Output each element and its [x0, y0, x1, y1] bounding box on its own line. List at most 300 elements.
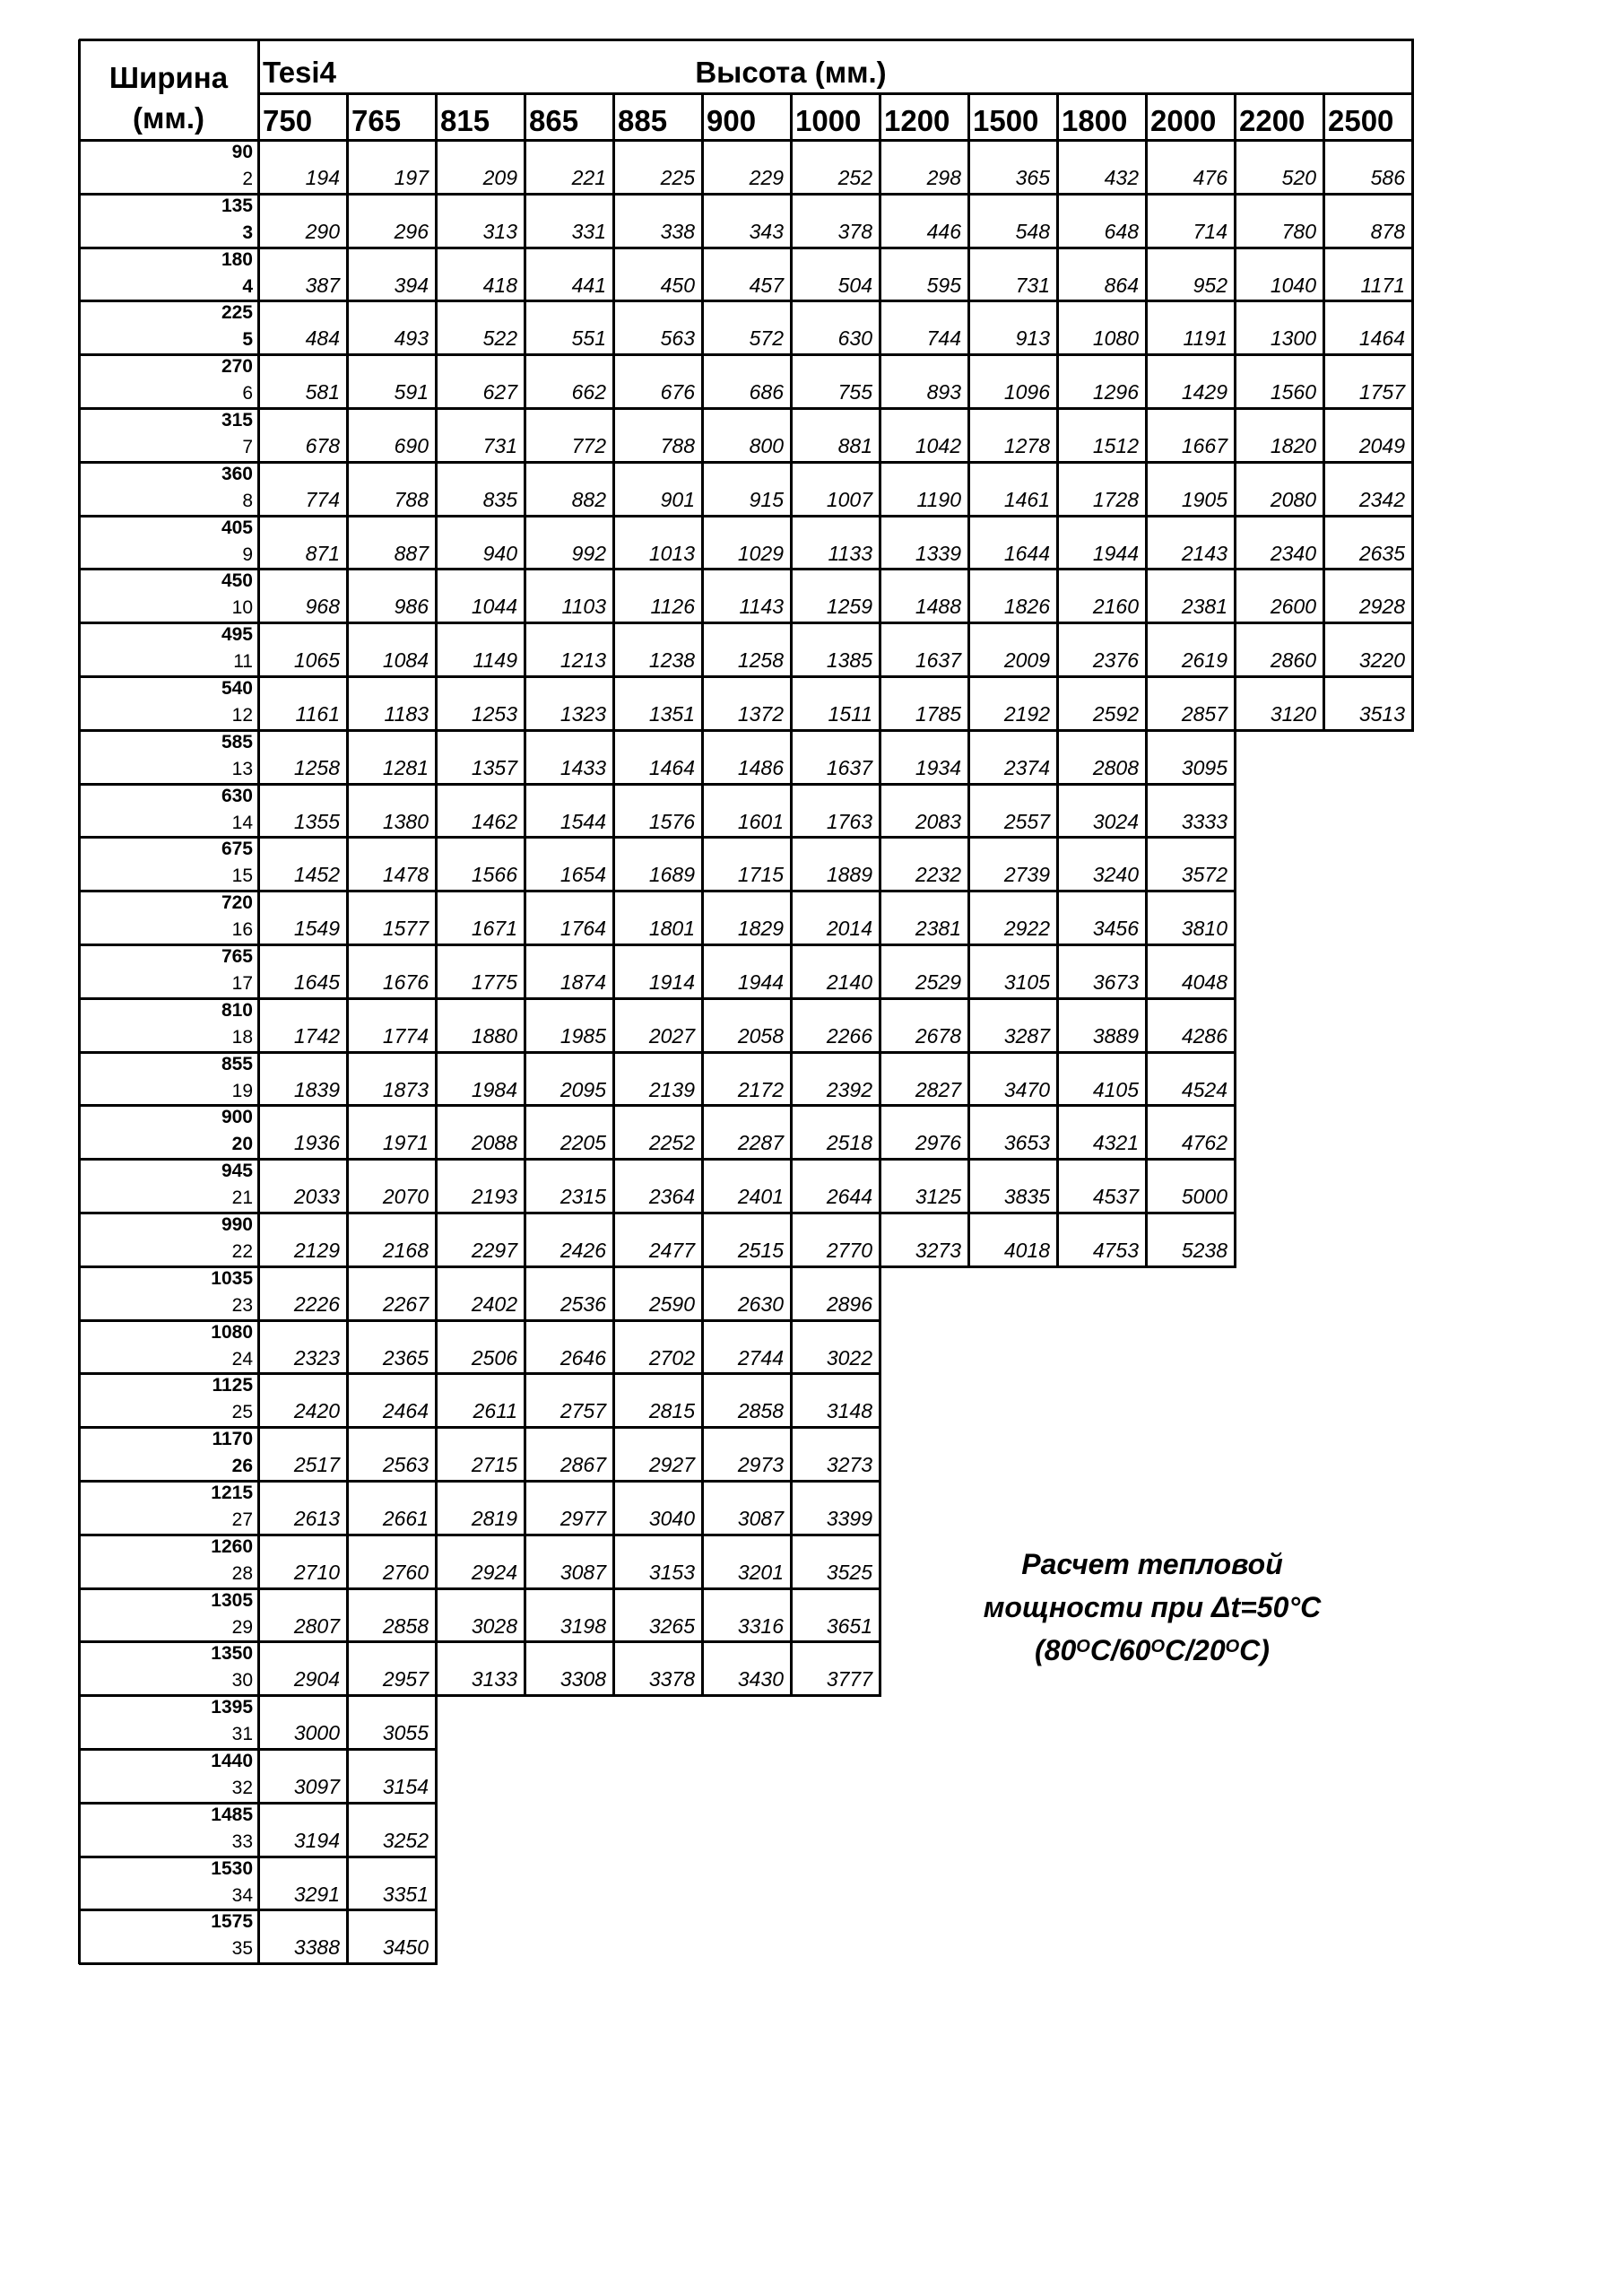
grid-line	[79, 1587, 881, 1590]
power-value: 881	[837, 434, 872, 457]
grid-line	[79, 193, 1414, 196]
power-value: 915	[749, 487, 784, 511]
power-value: 1544	[559, 809, 606, 833]
height-column-header: 865	[529, 104, 579, 137]
width-value: 315	[221, 410, 253, 430]
power-value: 2287	[737, 1131, 784, 1155]
power-value: 1728	[1092, 487, 1139, 511]
power-value: 1044	[471, 595, 517, 619]
width-value: 1170	[212, 1429, 253, 1450]
power-value: 3240	[1092, 863, 1139, 887]
grid-line	[79, 568, 1414, 570]
grid-line	[79, 39, 1414, 41]
power-value: 835	[482, 487, 517, 511]
power-value: 2297	[471, 1239, 517, 1262]
power-value: 2619	[1181, 648, 1227, 673]
grid-line	[1411, 194, 1414, 248]
grid-line	[1234, 998, 1236, 1053]
power-value: 296	[394, 219, 429, 243]
power-value: 484	[305, 326, 340, 351]
grid-line	[1411, 622, 1414, 677]
power-value: 1149	[473, 648, 517, 673]
power-value: 3513	[1358, 702, 1405, 726]
grid-line	[258, 92, 1414, 95]
power-value: 2049	[1358, 434, 1405, 457]
grid-line	[79, 461, 1414, 464]
width-value: 1080	[211, 1321, 253, 1343]
power-value: 1253	[471, 702, 517, 726]
power-value: 1143	[739, 595, 784, 619]
power-value: 522	[482, 326, 517, 351]
power-value: 229	[749, 166, 784, 189]
power-value: 986	[394, 595, 429, 619]
width-value: 1350	[211, 1643, 253, 1665]
power-value: 2232	[915, 863, 961, 887]
grid-line	[879, 1641, 881, 1696]
grid-line	[79, 729, 1414, 732]
power-value: 2977	[559, 1507, 606, 1530]
power-value: 1801	[648, 917, 695, 941]
grid-line	[1234, 891, 1236, 945]
width-value: 855	[221, 1053, 253, 1074]
grid-line	[435, 1857, 438, 1911]
grid-line	[1234, 784, 1236, 839]
power-value: 662	[571, 380, 606, 404]
power-value: 1985	[559, 1023, 606, 1048]
width-value: 450	[221, 570, 253, 592]
power-value: 378	[837, 219, 872, 243]
power-value: 1296	[1092, 380, 1139, 404]
grid-line	[879, 1320, 881, 1375]
power-value: 1576	[648, 809, 695, 833]
width-value: 225	[221, 302, 253, 324]
power-value: 476	[1193, 166, 1227, 189]
grid-line	[435, 1909, 438, 1964]
section-count: 5	[242, 329, 253, 351]
section-count: 7	[242, 437, 253, 457]
note-line-2: мощности при Δt=50°C	[983, 1591, 1322, 1623]
power-value: 2088	[471, 1131, 517, 1155]
power-value: 2630	[737, 1292, 784, 1316]
power-value: 2858	[737, 1399, 784, 1423]
power-value: 1637	[826, 755, 872, 779]
width-value: 1575	[211, 1911, 253, 1933]
power-value: 2515	[737, 1239, 784, 1262]
power-value: 1007	[826, 487, 872, 511]
power-value: 1757	[1358, 380, 1405, 404]
power-value: 1511	[828, 702, 872, 726]
power-value: 2592	[1092, 702, 1139, 726]
power-value: 3028	[471, 1613, 517, 1638]
power-value: 1357	[471, 755, 517, 779]
power-value: 1372	[737, 702, 784, 726]
power-value: 3201	[737, 1560, 784, 1584]
power-value: 3148	[826, 1399, 872, 1423]
power-value: 387	[305, 273, 340, 297]
power-value: 3154	[382, 1775, 429, 1798]
power-value: 1689	[648, 863, 695, 887]
power-value: 298	[926, 166, 961, 189]
power-value: 2193	[471, 1185, 517, 1209]
grid-line	[879, 1373, 881, 1428]
section-count: 30	[231, 1670, 253, 1692]
power-value: 1278	[1003, 434, 1050, 457]
power-value: 1880	[471, 1023, 517, 1048]
width-value: 180	[221, 248, 253, 270]
section-count: 14	[231, 812, 253, 833]
power-value: 3095	[1181, 755, 1227, 779]
section-count: 19	[231, 1080, 253, 1101]
power-value: 3252	[382, 1828, 429, 1852]
width-value: 135	[221, 195, 253, 216]
section-count: 28	[231, 1562, 253, 1584]
power-value: 2644	[826, 1185, 872, 1209]
section-count: 27	[231, 1509, 253, 1530]
power-value: 627	[482, 380, 517, 404]
width-value: 810	[221, 999, 253, 1021]
grid-line	[1323, 93, 1325, 140]
power-value: 1839	[293, 1077, 340, 1101]
grid-line	[79, 300, 1414, 302]
power-value: 2392	[826, 1077, 872, 1101]
power-value: 2710	[293, 1560, 340, 1584]
grid-line	[1234, 944, 1236, 999]
power-value: 3525	[826, 1560, 872, 1584]
height-column-header: 1800	[1062, 104, 1128, 137]
power-value: 788	[394, 487, 429, 511]
power-value: 2192	[1003, 702, 1050, 726]
power-value: 1645	[293, 970, 340, 994]
grid-line	[79, 407, 1414, 410]
power-value: 2266	[826, 1023, 872, 1048]
power-value: 3651	[826, 1613, 872, 1638]
power-value: 878	[1370, 219, 1405, 243]
section-count: 17	[231, 973, 253, 994]
height-column-header: 2000	[1150, 104, 1217, 137]
grid-line	[79, 1319, 881, 1322]
power-value: 3125	[915, 1185, 961, 1209]
power-value: 2896	[826, 1292, 872, 1316]
power-value: 678	[305, 434, 340, 457]
power-value: 1944	[1092, 541, 1139, 565]
power-value: 572	[749, 326, 784, 351]
section-count: 16	[231, 919, 253, 941]
width-value: 270	[221, 356, 253, 378]
grid-line	[1411, 408, 1414, 463]
power-value: 2365	[382, 1345, 429, 1370]
power-value: 3673	[1092, 970, 1139, 994]
width-value: 765	[221, 946, 253, 967]
power-value: 1300	[1270, 326, 1316, 351]
power-value: 365	[1015, 166, 1050, 189]
power-value: 1385	[826, 648, 872, 673]
width-header-label: Ширина	[108, 61, 229, 94]
grid-line	[1056, 93, 1059, 140]
power-value: 772	[571, 434, 606, 457]
power-value: 1971	[382, 1131, 429, 1155]
power-value: 1601	[737, 809, 784, 833]
width-value: 1485	[211, 1804, 253, 1825]
power-value: 1464	[648, 755, 695, 779]
section-count: 8	[242, 490, 253, 511]
power-value: 2426	[559, 1239, 606, 1262]
power-value: 2252	[648, 1131, 695, 1155]
power-value: 2205	[559, 1131, 606, 1155]
grid-line	[1411, 140, 1414, 195]
power-value: 1644	[1003, 541, 1050, 565]
power-value: 5000	[1181, 1185, 1227, 1209]
grid-line	[1234, 1105, 1236, 1160]
height-column-header: 1200	[884, 104, 950, 137]
power-value: 2009	[1003, 648, 1050, 673]
power-value: 2027	[648, 1023, 695, 1048]
power-value: 2464	[382, 1399, 429, 1423]
power-value: 5238	[1181, 1239, 1227, 1262]
power-value: 2374	[1003, 755, 1050, 779]
power-value: 1742	[293, 1023, 340, 1048]
power-value: 714	[1193, 219, 1227, 243]
power-value: 2267	[382, 1292, 429, 1316]
power-value: 1671	[471, 917, 517, 941]
power-value: 1191	[1183, 326, 1227, 351]
power-value: 2857	[1181, 702, 1227, 726]
power-value: 2323	[293, 1345, 340, 1370]
power-value: 2381	[1181, 595, 1227, 619]
power-value: 3572	[1181, 863, 1227, 887]
grid-line	[79, 1480, 881, 1483]
power-value: 1126	[650, 595, 695, 619]
power-value: 563	[660, 326, 695, 351]
power-value: 1040	[1270, 273, 1316, 297]
power-value: 2139	[648, 1077, 695, 1101]
width-value: 1035	[211, 1267, 253, 1289]
grid-line	[524, 93, 526, 140]
power-value: 3889	[1092, 1023, 1139, 1048]
power-value: 2808	[1092, 755, 1139, 779]
section-count: 3	[242, 222, 253, 243]
power-value: 1339	[915, 541, 961, 565]
section-count: 35	[231, 1938, 253, 1960]
power-value: 630	[837, 326, 872, 351]
power-value: 2715	[471, 1453, 517, 1477]
power-value: 2340	[1270, 541, 1316, 565]
power-value: 4537	[1092, 1185, 1139, 1209]
power-value: 2381	[915, 917, 961, 941]
power-value: 1934	[915, 755, 961, 779]
section-count: 34	[231, 1884, 253, 1906]
power-value: 2402	[471, 1292, 517, 1316]
power-value: 3399	[826, 1507, 872, 1530]
power-value: 591	[394, 380, 429, 404]
power-value: 1355	[293, 809, 340, 833]
power-value: 1486	[737, 755, 784, 779]
power-value: 2342	[1358, 487, 1405, 511]
width-value: 585	[221, 731, 253, 752]
grid-line	[1411, 248, 1414, 302]
grid-line	[435, 1803, 438, 1857]
power-value: 3097	[293, 1775, 340, 1798]
power-value: 394	[394, 273, 429, 297]
power-value: 3153	[648, 1560, 695, 1584]
power-value: 3194	[293, 1828, 340, 1852]
power-value: 343	[749, 219, 784, 243]
power-value: 2770	[826, 1239, 872, 1262]
power-value: 2014	[826, 917, 872, 941]
grid-line	[1411, 569, 1414, 623]
power-value: 2922	[1003, 917, 1050, 941]
power-value: 1084	[382, 648, 429, 673]
power-value: 1936	[293, 1131, 340, 1155]
power-value: 3777	[826, 1667, 872, 1692]
grid-line	[1234, 93, 1236, 140]
power-value: 595	[926, 273, 961, 297]
power-value: 2364	[648, 1185, 695, 1209]
power-value: 2819	[471, 1507, 517, 1530]
grid-line	[612, 93, 615, 140]
power-value: 2867	[559, 1453, 606, 1477]
power-value: 755	[837, 380, 872, 404]
section-count: 29	[231, 1616, 253, 1638]
power-value: 418	[482, 273, 517, 297]
power-value: 788	[660, 434, 695, 457]
width-value: 1305	[211, 1589, 253, 1611]
power-value: 3456	[1092, 917, 1139, 941]
power-value: 2807	[293, 1613, 340, 1638]
grid-line	[1234, 837, 1236, 891]
power-value: 3653	[1003, 1131, 1050, 1155]
power-value: 2928	[1358, 595, 1405, 619]
grid-line	[1234, 730, 1236, 785]
power-value: 1103	[561, 595, 606, 619]
width-header-units: (мм.)	[133, 101, 204, 135]
power-value: 2661	[382, 1507, 429, 1530]
power-value: 1323	[559, 702, 606, 726]
power-value: 882	[571, 487, 606, 511]
power-value: 3810	[1181, 917, 1227, 941]
power-value: 774	[305, 487, 340, 511]
grid-line	[79, 1426, 881, 1429]
power-value: 3265	[648, 1613, 695, 1638]
power-value: 2976	[915, 1131, 961, 1155]
power-value: 3287	[1003, 1023, 1050, 1048]
power-value: 1183	[384, 702, 429, 726]
width-value: 630	[221, 785, 253, 806]
power-value: 1637	[915, 648, 961, 673]
power-value: 1171	[1360, 273, 1405, 297]
power-value: 1774	[382, 1023, 429, 1048]
power-value: 225	[660, 166, 695, 189]
section-count: 26	[231, 1456, 253, 1477]
power-value: 586	[1370, 166, 1405, 189]
power-value: 1826	[1003, 595, 1050, 619]
power-value: 2095	[559, 1077, 606, 1101]
grid-line	[79, 1372, 881, 1375]
grid-line	[435, 93, 438, 140]
power-value: 4524	[1181, 1077, 1227, 1101]
grid-line	[1411, 462, 1414, 517]
grid-line	[79, 622, 1414, 624]
power-value: 3450	[382, 1935, 429, 1960]
grid-line	[879, 1535, 881, 1589]
power-value: 887	[394, 541, 429, 565]
power-value: 1464	[1358, 326, 1405, 351]
power-value: 3316	[737, 1613, 784, 1638]
section-count: 4	[242, 275, 253, 297]
power-value: 1889	[826, 863, 872, 887]
power-value: 1763	[826, 809, 872, 833]
power-value: 1654	[559, 863, 606, 887]
power-value: 581	[305, 380, 340, 404]
power-value: 3087	[559, 1560, 606, 1584]
power-value: 331	[571, 219, 606, 243]
power-value: 2506	[471, 1345, 517, 1370]
power-value: 800	[749, 434, 784, 457]
section-count: 21	[231, 1187, 253, 1209]
power-value: 2927	[648, 1453, 695, 1477]
power-value: 3133	[471, 1667, 517, 1692]
power-value: 441	[571, 273, 606, 297]
power-value: 2080	[1270, 487, 1316, 511]
power-value: 1281	[382, 755, 429, 779]
power-value: 2401	[737, 1185, 784, 1209]
power-value: 780	[1281, 219, 1316, 243]
calculation-note	[937, 1543, 1367, 1672]
power-value: 1429	[1181, 380, 1227, 404]
power-value: 676	[660, 380, 695, 404]
grid-line	[79, 247, 1414, 249]
note-line-1: Расчет тепловой	[1021, 1548, 1283, 1580]
power-value: 1873	[382, 1077, 429, 1101]
power-value: 1133	[828, 541, 872, 565]
power-value: 1029	[737, 541, 784, 565]
power-value: 4018	[1003, 1239, 1050, 1262]
power-value: 3087	[737, 1507, 784, 1530]
power-value: 2058	[737, 1023, 784, 1048]
section-count: 11	[233, 651, 253, 673]
power-value: 2646	[559, 1345, 606, 1370]
grid-line	[79, 675, 1414, 678]
power-value: 2529	[915, 970, 961, 994]
grid-line	[1145, 93, 1148, 140]
grid-line	[1234, 1052, 1236, 1107]
power-value: 2739	[1003, 863, 1050, 887]
power-value: 2827	[915, 1077, 961, 1101]
grid-line	[346, 93, 349, 140]
power-value: 1433	[559, 755, 606, 779]
power-value: 2760	[382, 1560, 429, 1584]
section-count: 12	[231, 705, 253, 726]
width-value: 945	[221, 1161, 253, 1182]
power-value: 690	[394, 434, 429, 457]
section-count: 33	[231, 1831, 253, 1852]
grid-line	[1411, 676, 1414, 731]
power-value: 3024	[1092, 809, 1139, 833]
grid-line	[1411, 516, 1414, 570]
power-value: 1478	[382, 863, 429, 887]
power-value: 3308	[559, 1667, 606, 1692]
section-count: 23	[231, 1294, 253, 1316]
power-value: 2376	[1092, 648, 1139, 673]
power-value: 2129	[293, 1239, 340, 1262]
grid-line	[1411, 354, 1414, 409]
power-value: 871	[305, 541, 340, 565]
power-value: 1096	[1003, 380, 1050, 404]
power-value: 1013	[648, 541, 695, 565]
power-value: 3022	[826, 1345, 872, 1370]
width-value: 1125	[212, 1375, 253, 1396]
power-value: 1042	[915, 434, 961, 457]
power-value: 2160	[1092, 595, 1139, 619]
